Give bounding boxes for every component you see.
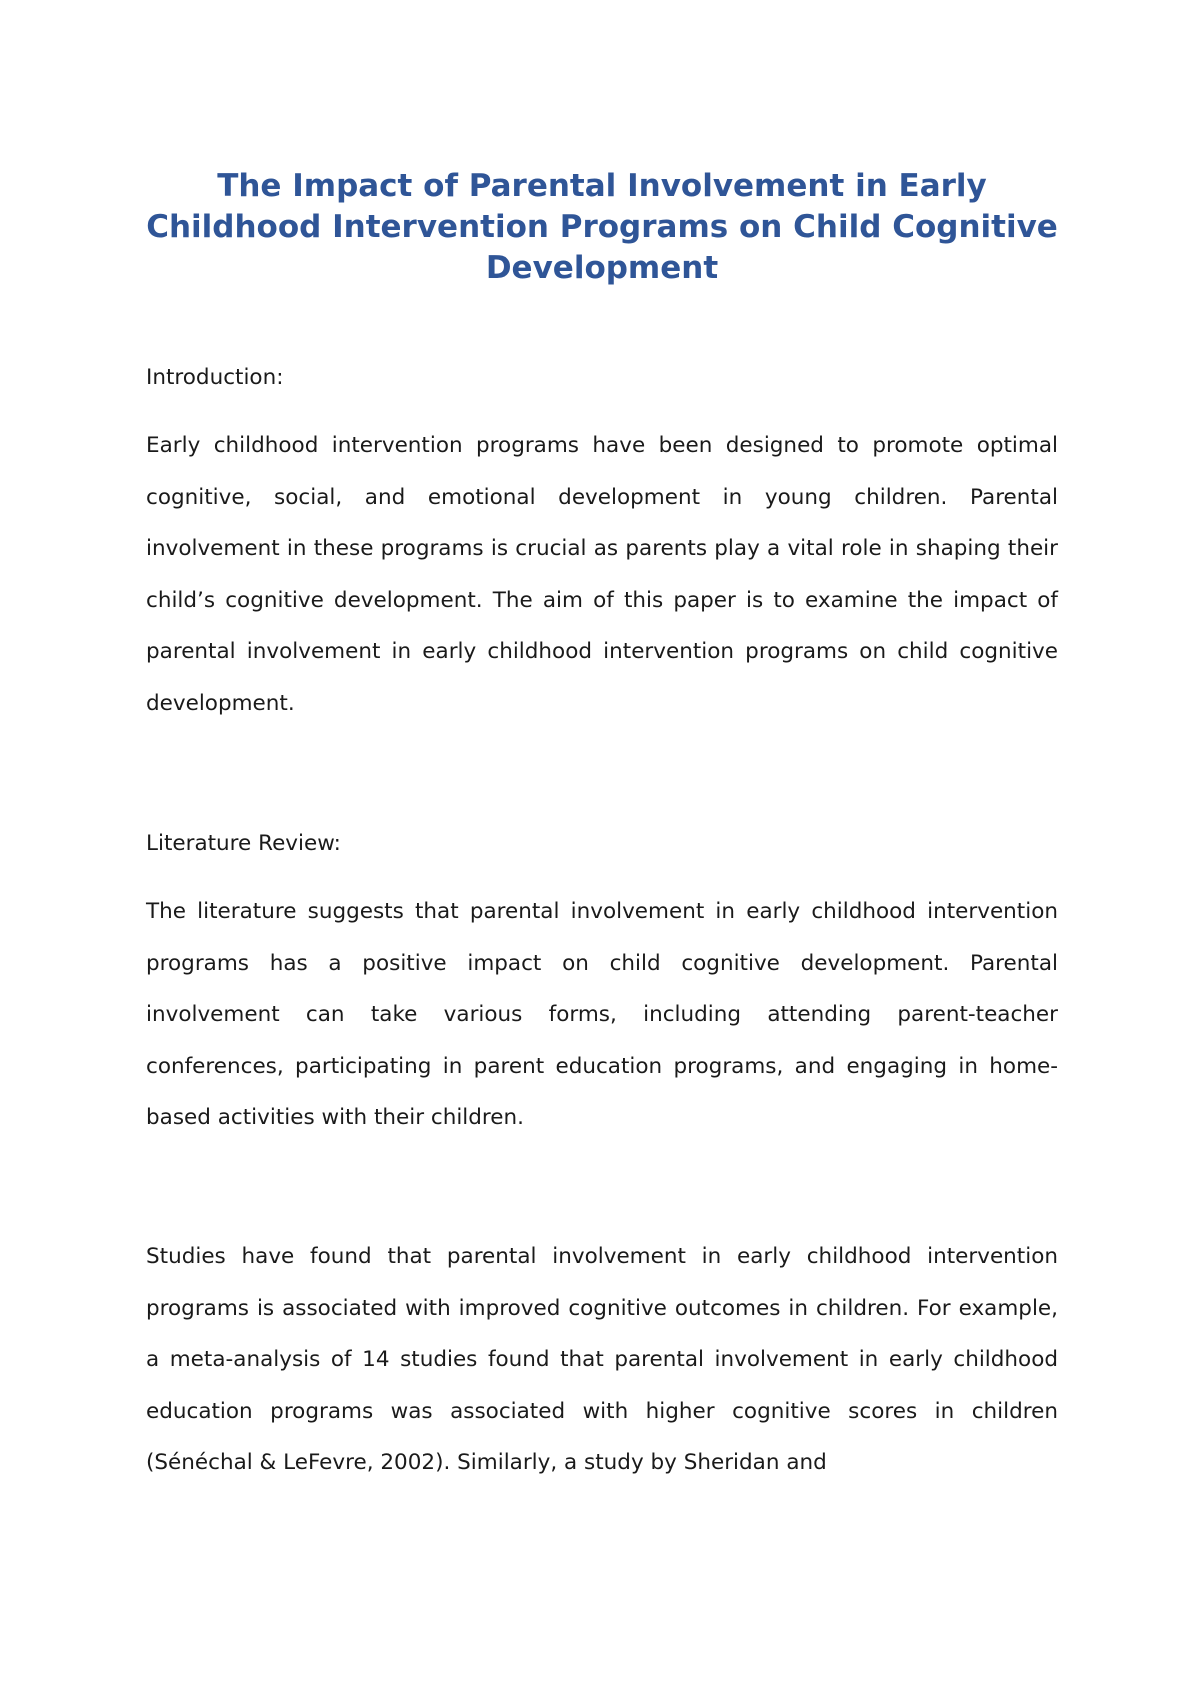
literature-review-paragraph-1: The literature suggests that parental involvement in early childhood intervention programs has a positive impact on child cognitive development. Parental involvement can take various forms, including attending parent-teacher conferences, participating in parent education programs, and engaging in home-based activities with their children. xyxy=(146,899,1058,1130)
literature-review-paragraph-2: Studies have found that parental involvement in early childhood intervention programs is associated with improved cognitive outcomes in children. For example, a meta-analysis of 14 studies found that parental involvement in early childhood education programs was associated with higher cognitive scores in children (Sénéchal & LeFevre, 2002). Similarly, a study by Sheridan and xyxy=(146,1244,1058,1475)
section-heading-literature-review: Literature Review: xyxy=(146,831,341,856)
section-heading-introduction: Introduction: xyxy=(146,365,284,390)
introduction-paragraph: Early childhood intervention programs have been designed to promote optimal cognitive, social, and emotional development in young children. Parental involvement in these programs is crucial as parents play a vital role in shaping their child’s cognitive development. The aim of this paper is to examine the impact of parental involvement in early childhood intervention programs on child cognitive development. xyxy=(146,433,1058,716)
document-title: The Impact of Parental Involvement in Early Childhood Intervention Programs on Child Cognitive Development xyxy=(146,168,1058,286)
